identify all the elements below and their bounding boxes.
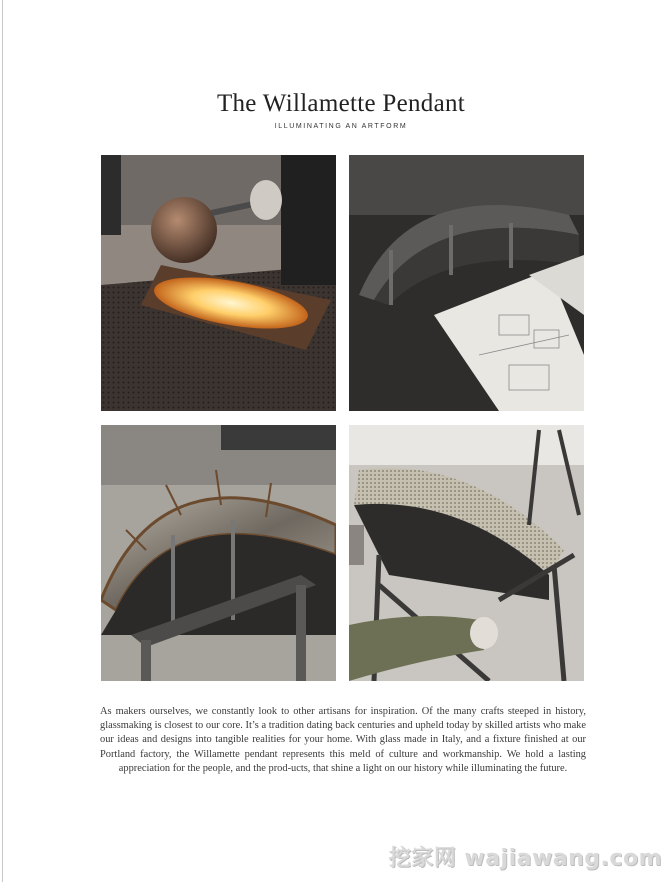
photo-metal-frame-drawings-graphic	[349, 155, 584, 411]
watermark: 挖家网 wajiawang.com	[388, 846, 662, 871]
page-left-rule	[2, 0, 3, 882]
photo-glass-pouring	[101, 155, 336, 411]
page-subtitle: ILLUMINATING AN ARTFORM	[274, 123, 408, 130]
body-paragraph: As makers ourselves, we constantly look to other artisans for inspiration. Of the many crafts steeped in history, glassmaking is closest to our core. It’s a tradition dating back centuries and upheld today by skilled artists who make our ideas and designs into tangible realities for your home. With glass made in Italy, and a fixture finished at our Portland factory, the Willamette pendant represents this meld of culture and workmanship. We hold a lasting appreciation for the people, and the prod-ucts, that shine a light on our history while illuminating the future.	[100, 706, 586, 774]
photo-glass-pouring-graphic	[101, 155, 336, 411]
page-title: The Willamette Pendant	[216, 90, 466, 117]
photo-metal-frame-drawings	[349, 155, 584, 411]
photo-glass-panels-frame-graphic	[101, 425, 336, 681]
photo-glass-panels-frame	[101, 425, 336, 681]
photo-worker-mesh-panel	[349, 425, 584, 681]
photo-worker-mesh-panel-graphic	[349, 425, 584, 681]
